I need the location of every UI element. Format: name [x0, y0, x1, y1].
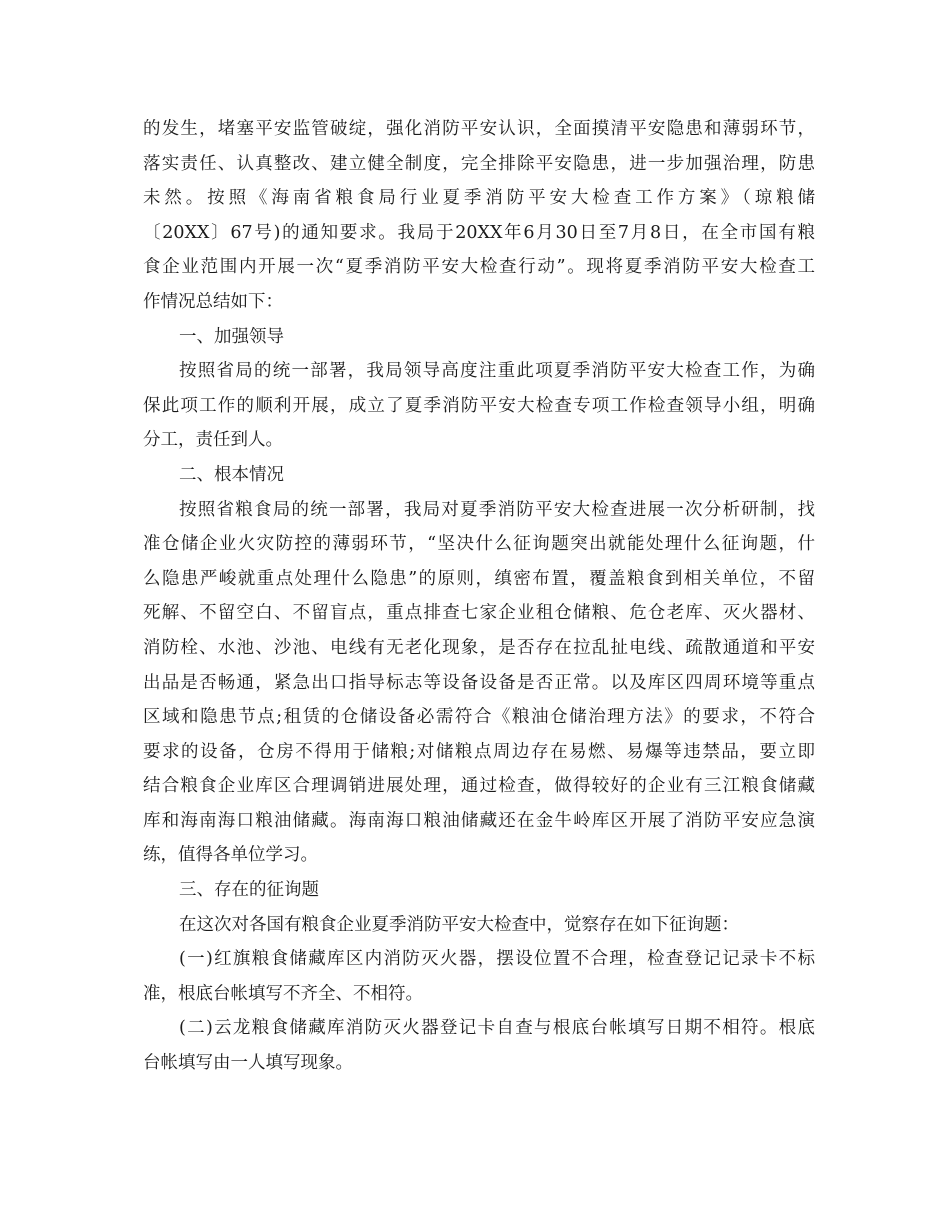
text-line: 在这次对各国有粮食企业夏季消防平安大检查中，觉察存在如下征询题：: [179, 914, 739, 935]
text-line: 库和海南海口粮油储藏。海南海口粮油储藏还在金牛岭库区开展了消防平安应急演: [143, 810, 815, 831]
text-line: 台帐填写由一人填写现象。: [143, 1053, 353, 1074]
text-line: 作情况总结如下：: [143, 291, 283, 312]
text-line: 按照省局的统一部署，我局领导高度注重此项夏季消防平安大检查工作，为确: [179, 361, 815, 382]
text-line: 的发生，堵塞平安监管破绽，强化消防平安认识，全面摸清平安隐患和薄弱环节，: [143, 119, 815, 139]
document-body: [143, 112, 815, 1081]
text-line: 食企业范围内开展一次“夏季消防平安大检查行动”。现将夏季消防平安大检查工: [143, 257, 815, 278]
text-line: 未然。按照《海南省粮食局行业夏季消防平安大检查工作方案》（琼粮储: [143, 188, 815, 209]
text-line: 练，值得各单位学习。: [143, 845, 318, 866]
text-line: (二)云龙粮食储藏库消防灭火器登记卡自查与根底台帐填写日期不相符。根底: [179, 1018, 815, 1039]
text-line: 二、根本情况: [179, 464, 284, 485]
text-line: 三、存在的征询题: [179, 880, 319, 901]
text-line: 出品是否畅通，紧急出口指导标志等设备设备是否正常。以及库区四周环境等重点: [143, 672, 815, 693]
text-line: (一)红旗粮食储藏库区内消防灭火器，摆设位置不合理，检查登记记录卡不标: [179, 949, 815, 970]
text-line: 准，根底台帐填写不齐全、不相符。: [143, 983, 423, 1004]
text-line: 么隐患严峻就重点处理什么隐患”的原则，缜密布置，覆盖粮食到相关单位，不留: [143, 568, 815, 589]
text-line: 保此项工作的顺利开展，成立了夏季消防平安大检查专项工作检查领导小组，明确: [143, 395, 815, 416]
text-line: 〔20XX〕67号)的通知要求。我局于20XX年6月30日至7月8日，在全市国有粮: [143, 222, 815, 243]
text-line: 要求的设备，仓房不得用于储粮;对储粮点周边存在易燃、易爆等违禁品，要立即: [143, 741, 815, 762]
text-line: 区域和隐患节点;租赁的仓储设备必需符合《粮油仓储治理方法》的要求，不符合: [143, 707, 815, 728]
text-line: 落实责任、认真整改、建立健全制度，完全排除平安隐患，进一步加强治理，防患: [143, 153, 815, 174]
text-line: 结合粮食企业库区合理调销进展处理，通过检查，做得较好的企业有三江粮食储藏: [143, 776, 815, 797]
text-line: 死解、不留空白、不留盲点，重点排查七家企业租仓储粮、危仓老库、灭火器材、: [143, 603, 815, 624]
text-line: 分工，责任到人。: [143, 430, 283, 451]
text-line: 准仓储企业火灾防控的薄弱环节，“坚决什么征询题突出就能处理什么征询题，什: [143, 534, 815, 555]
text-line: 一、加强领导: [179, 326, 284, 347]
text-line: 消防栓、水池、沙池、电线有无老化现象，是否存在拉乱扯电线、疏散通道和平安: [143, 637, 815, 658]
text-line: 按照省粮食局的统一部署，我局对夏季消防平安大检查进展一次分析研制，找: [179, 499, 815, 520]
